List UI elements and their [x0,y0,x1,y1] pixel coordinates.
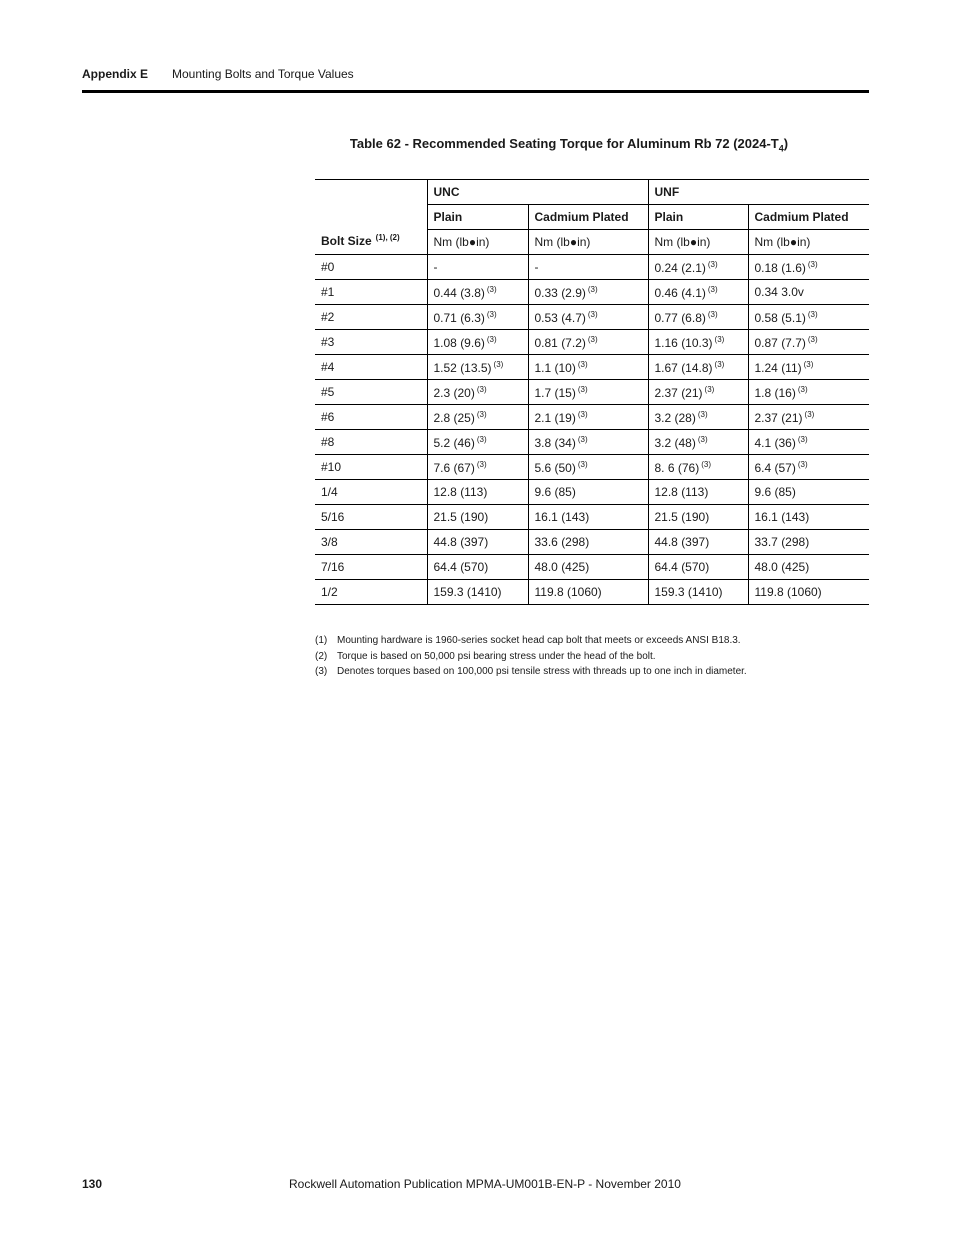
header-unc-cadmium: Cadmium Plated [528,205,648,230]
footnote-text: Mounting hardware is 1960-series socket head cap bolt that meets or exceeds ANSI B18.3. [337,635,741,646]
unit-unf-cadmium: Nm (lb●in) [748,230,869,255]
torque-value: 5.2 (46) [433,435,475,450]
bolt-size-cell: #3 [315,330,427,355]
torque-cell-unf-cadmium [748,255,869,280]
torque-cell-unf-plain [648,580,748,605]
torque-value: 48.0 (425) [534,560,590,574]
footnote-ref: (3) [697,434,708,444]
footnote-ref: (3) [476,409,487,419]
unit-unf-plain: Nm (lb●in) [648,230,748,255]
bolt-size-cell: 1/4 [315,480,427,505]
torque-value: 64.4 (570) [433,560,489,574]
torque-value: 1.8 (16) [754,385,796,400]
torque-value: 1.52 (13.5) [433,360,492,375]
torque-value: 6.4 (57) [754,460,796,475]
table-row [315,380,869,405]
footnote-ref: (3) [577,434,588,444]
bolt-size-cell: #6 [315,405,427,430]
torque-value: 2.37 (21) [654,385,703,400]
bolt-size-cell: #4 [315,355,427,380]
footnote-ref: (3) [707,259,718,269]
torque-cell-unc-cadmium [528,355,648,380]
torque-cell-unf-cadmium [748,480,869,505]
torque-value: 5.6 (50) [534,460,576,475]
torque-value: 48.0 (425) [754,560,810,574]
footnote-ref: (3) [587,334,598,344]
header-unf: UNF [648,180,869,205]
torque-cell-unf-plain [648,405,748,430]
torque-cell-unc-plain [427,580,528,605]
table-row [315,530,869,555]
torque-value: 0.77 (6.8) [654,310,706,325]
torque-cell-unf-plain [648,505,748,530]
bolt-size-cell: #1 [315,280,427,305]
bolt-size-cell: #8 [315,430,427,455]
footnote-ref: (3) [493,359,504,369]
torque-cell-unc-plain [427,530,528,555]
footnote-ref: (3) [577,459,588,469]
torque-value: 2.1 (19) [534,410,576,425]
torque-cell-unf-plain [648,280,748,305]
header-bolt-size [315,180,427,255]
torque-value: 21.5 (190) [433,510,489,524]
torque-value: 44.8 (397) [433,535,489,549]
footnote-ref: (3) [704,384,715,394]
bolt-size-footnotes: (1), (2) [375,233,400,242]
footnote-number: (2) [315,650,328,662]
torque-value: 9.6 (85) [754,485,796,499]
torque-value: 33.7 (298) [754,535,810,549]
torque-cell-unc-plain [427,455,528,480]
torque-cell-unc-plain [427,355,528,380]
header-unf-cadmium: Cadmium Plated [748,205,869,230]
section-title: Mounting Bolts and Torque Values [172,67,354,81]
torque-cell-unc-plain [427,330,528,355]
torque-value: 44.8 (397) [654,535,710,549]
footnote-ref: (3) [804,409,815,419]
footnote-ref: (3) [486,334,497,344]
torque-cell-unf-cadmium [748,330,869,355]
torque-cell-unc-cadmium [528,280,648,305]
torque-cell-unf-cadmium [748,455,869,480]
footnote-ref: (3) [797,434,808,444]
torque-value: 4.1 (36) [754,435,796,450]
torque-value: 2.8 (25) [433,410,475,425]
torque-cell-unc-plain [427,380,528,405]
table-row [315,280,869,305]
torque-value: 1.67 (14.8) [654,360,713,375]
footnote-ref: (3) [577,384,588,394]
torque-cell-unf-cadmium [748,555,869,580]
torque-value: 12.8 (113) [433,485,488,499]
table-row [315,455,869,480]
torque-value: 0.24 (2.1) [654,260,706,275]
torque-value: 0.58 (5.1) [754,310,806,325]
torque-value: 3.8 (34) [534,435,576,450]
page-number: 130 [82,1177,103,1191]
footnote-ref: (3) [476,459,487,469]
torque-value: 0.71 (6.3) [433,310,485,325]
footnote-ref: (3) [807,259,818,269]
header-unf-plain: Plain [648,205,748,230]
torque-cell-unc-cadmium [528,330,648,355]
torque-value: 9.6 (85) [534,485,576,499]
bolt-size-cell: 7/16 [315,555,427,580]
torque-cell-unf-plain [648,255,748,280]
torque-value: 16.1 (143) [534,510,590,524]
table-row [315,330,869,355]
torque-cell-unf-plain [648,330,748,355]
torque-cell-unc-cadmium [528,430,648,455]
bolt-size-label: Bolt Size [321,234,372,248]
unit-unc-plain: Nm (lb●in) [427,230,528,255]
torque-cell-unc-plain [427,555,528,580]
bolt-size-cell: 3/8 [315,530,427,555]
footnote-item [315,664,875,680]
torque-cell-unc-cadmium [528,405,648,430]
torque-value: 0.46 (4.1) [654,285,706,300]
torque-cell-unc-cadmium [528,380,648,405]
torque-cell-unf-plain [648,380,748,405]
torque-cell-unc-cadmium [528,480,648,505]
torque-cell-unc-cadmium [528,505,648,530]
torque-value: 7.6 (67) [433,460,475,475]
torque-cell-unc-plain [427,430,528,455]
footnote-ref: (3) [587,309,598,319]
torque-value: 0.81 (7.2) [534,335,586,350]
torque-value: 119.8 (1060) [754,585,822,599]
footnote-ref: (3) [707,284,718,294]
torque-value: 0.33 (2.9) [534,285,586,300]
table-row [315,355,869,380]
bolt-size-cell: #2 [315,305,427,330]
torque-value: 1.08 (9.6) [433,335,485,350]
footnote-ref: (3) [486,284,497,294]
torque-value: 64.4 (570) [654,560,710,574]
table-row [315,580,869,605]
table-row [315,405,869,430]
bolt-size-cell: #5 [315,380,427,405]
footnote-ref: (3) [486,309,497,319]
footnote-text: Denotes torques based on 100,000 psi tensile stress with threads up to one inch in diameter. [337,666,747,677]
torque-cell-unc-plain [427,505,528,530]
torque-value: 2.3 (20) [433,385,475,400]
table-title-end: ) [783,136,789,151]
torque-cell-unf-cadmium [748,355,869,380]
torque-cell-unf-cadmium [748,505,869,530]
footnote-number: (3) [315,666,328,677]
footnote-ref: (3) [797,384,808,394]
torque-table [315,179,869,605]
torque-cell-unc-plain [427,280,528,305]
torque-cell-unf-cadmium [748,530,869,555]
footnote-ref: (3) [577,409,588,419]
footnote-item [315,633,875,649]
torque-cell-unf-cadmium [748,305,869,330]
footnote-ref: (3) [587,284,598,294]
page-header [82,66,869,93]
bolt-size-cell: #0 [315,255,427,280]
torque-value: 0.87 (7.7) [754,335,806,350]
torque-value: 1.1 (10) [534,360,576,375]
footnote-item [315,649,875,665]
torque-cell-unc-cadmium [528,255,648,280]
torque-cell-unc-plain [427,480,528,505]
footnote-ref: (3) [714,359,725,369]
torque-cell-unf-plain [648,530,748,555]
torque-cell-unf-plain [648,430,748,455]
table-row [315,255,869,280]
torque-cell-unc-plain [427,255,528,280]
torque-value: 0.34 3.0v [754,285,804,299]
torque-value: - [534,260,539,274]
torque-cell-unc-cadmium [528,555,648,580]
footnote-ref: (3) [807,309,818,319]
torque-value: 159.3 (1410) [654,585,723,599]
torque-cell-unf-plain [648,555,748,580]
torque-cell-unc-plain [427,305,528,330]
torque-cell-unf-plain [648,480,748,505]
torque-value: - [433,260,438,274]
torque-value: 119.8 (1060) [534,585,602,599]
table-row [315,305,869,330]
torque-value: 0.44 (3.8) [433,285,485,300]
torque-value: 1.24 (11) [754,360,802,375]
torque-cell-unf-cadmium [748,405,869,430]
table-title [315,136,823,154]
footnote-ref: (3) [807,334,818,344]
torque-value: 1.16 (10.3) [654,335,713,350]
table-row [315,505,869,530]
torque-cell-unc-cadmium [528,455,648,480]
torque-value: 8. 6 (76) [654,460,700,475]
torque-value: 3.2 (48) [654,435,696,450]
footnote-text: Torque is based on 50,000 psi bearing stress under the head of the bolt. [337,650,656,662]
torque-cell-unf-plain [648,455,748,480]
footnote-ref: (3) [697,409,708,419]
footnote-ref: (3) [714,334,725,344]
table-title-text: Table 62 - Recommended Seating Torque for Aluminum Rb 72 (2024-T [349,136,779,151]
unit-unc-cadmium: Nm (lb●in) [528,230,648,255]
torque-cell-unf-cadmium [748,380,869,405]
bolt-size-cell: #10 [315,455,427,480]
torque-cell-unc-cadmium [528,305,648,330]
footnote-ref: (3) [797,459,808,469]
torque-cell-unf-cadmium [748,280,869,305]
torque-cell-unf-plain [648,355,748,380]
bolt-size-cell: 5/16 [315,505,427,530]
torque-value: 0.18 (1.6) [754,260,806,275]
footnote-ref: (3) [707,309,718,319]
table-title-subscript: 4 [778,143,784,154]
torque-value: 0.53 (4.7) [534,310,586,325]
torque-value: 16.1 (143) [754,510,810,524]
torque-cell-unf-cadmium [748,430,869,455]
footnote-ref: (3) [476,434,487,444]
torque-cell-unc-plain [427,405,528,430]
table-row [315,430,869,455]
footnote-ref: (3) [476,384,487,394]
footnotes [315,633,875,680]
footnote-ref: (3) [701,459,711,469]
torque-table-body [315,255,869,605]
publication-info: Rockwell Automation Publication MPMA-UM001B-EN-P - November 2010 [289,1177,681,1191]
table-row [315,555,869,580]
footnote-ref: (3) [577,359,588,369]
header-unc: UNC [427,180,648,205]
table-row [315,480,869,505]
torque-cell-unf-plain [648,305,748,330]
torque-value: 21.5 (190) [654,510,710,524]
torque-value: 159.3 (1410) [433,585,502,599]
torque-value: 33.6 (298) [534,535,590,549]
torque-value: 2.37 (21) [754,410,803,425]
footnote-ref: (3) [803,359,814,369]
header-unc-plain: Plain [427,205,528,230]
bolt-size-cell: 1/2 [315,580,427,605]
torque-cell-unf-cadmium [748,580,869,605]
footnote-number: (1) [315,635,328,646]
torque-cell-unc-cadmium [528,580,648,605]
appendix-label: Appendix E [82,67,149,81]
torque-value: 3.2 (28) [654,410,696,425]
torque-cell-unc-cadmium [528,530,648,555]
torque-value: 12.8 (113) [654,485,709,499]
torque-value: 1.7 (15) [534,385,576,400]
